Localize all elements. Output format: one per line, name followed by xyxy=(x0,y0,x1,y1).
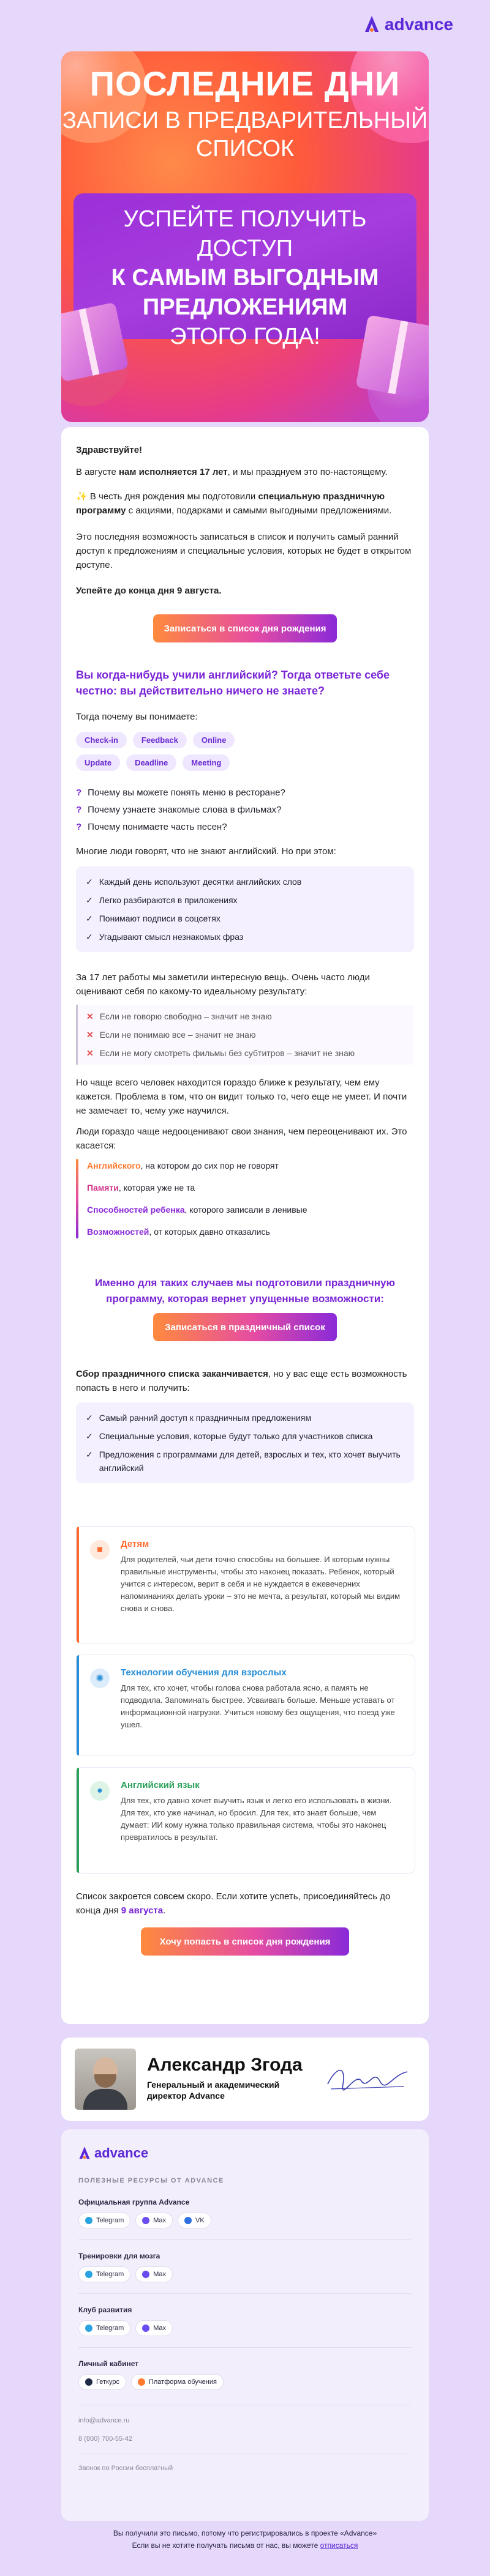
group-brain xyxy=(78,2252,409,2282)
question-lead: Тогда почему вы понимаете: xyxy=(76,712,198,722)
group-club xyxy=(78,2306,409,2336)
checks-box xyxy=(76,866,414,952)
vk-icon xyxy=(184,2217,192,2224)
noticed-text: За 17 лет работы мы заметили интересную вещь. Очень часто люди оценивают себя по какому-то идеальному результату: xyxy=(76,972,370,997)
hero-subtitle xyxy=(61,106,429,163)
feature-english xyxy=(76,1767,415,1874)
list-item: Способностей ребенка, которого записали в ленивые xyxy=(87,1205,307,1215)
list-item: ? Почему вы можете понять меню в ресторане? xyxy=(76,787,285,798)
telegram-icon xyxy=(85,2325,92,2332)
group-account xyxy=(78,2359,409,2390)
group-label: Клуб развития xyxy=(78,2306,132,2314)
intro-paragraph-1: В августе нам исполняется 17 лет, и мы празднуем это по-настоящему. xyxy=(76,467,388,477)
hero-panel-line-2: К САМЫМ ВЫГОДНЫМ xyxy=(111,265,379,291)
join-birthday-list-button[interactable]: Хочу попасть в список дня рождения xyxy=(141,1927,349,1956)
chip-online: Online xyxy=(193,732,235,748)
brain-icon: ✺ xyxy=(90,1669,110,1688)
max-link[interactable]: Max xyxy=(135,2320,173,2336)
brand-name: advance xyxy=(384,15,453,34)
director-photo xyxy=(75,2049,136,2110)
signature-card xyxy=(61,2038,429,2121)
list-item: Возможностей, от которых давно отказались xyxy=(87,1227,270,1237)
list-item: ✓ Угадывают смысл незнакомых фраз xyxy=(86,932,244,942)
unsubscribe-line-2: Если вы не хотите получать письма от нас, вы можете отписаться xyxy=(132,2541,358,2550)
collection-text: Сбор праздничного списка заканчивается, но у вас еще есть возможность попасть в него и получить: xyxy=(76,1369,407,1393)
feature-text: Для тех, кто давно хочет выучить язык и легко его использовать в жизни. Для тех, кто уже начинал, но бросил. Для тех, кто знает больше, чем думает: ИИ кому нужна только правильная система, чтобы это наконец превратилось в результат. xyxy=(121,1796,392,1842)
brand-logo[interactable] xyxy=(364,15,453,34)
director-name: Александр Згода xyxy=(147,2055,303,2075)
max-icon xyxy=(142,2271,149,2278)
list-item: ✓ Предложения с программами для детей, взрослых и тех, кто хочет выучить английский xyxy=(86,1450,401,1473)
telegram-link[interactable]: Telegram xyxy=(78,2213,130,2228)
getcourse-link[interactable]: Геткурс xyxy=(78,2374,126,2390)
platform-icon xyxy=(138,2378,145,2386)
reality-text: Но чаще всего человек находится гораздо ближе к результату, чем ему кажется. Проблема в том, что он видит только то, чего еще не умеет. И почти не замечает то, чему уже научился. xyxy=(76,1078,407,1116)
footer-email[interactable]: info@advance.ru xyxy=(78,2417,130,2424)
feature-adults xyxy=(76,1655,415,1756)
intro-paragraph-3: Это последняя возможность записаться в список и получить самый ранний доступ к предложениям и специальные условия, которых не будет в открытом доступе. xyxy=(76,532,412,570)
list-item: ✓ Самый ранний доступ к праздничным предложениям xyxy=(86,1413,312,1423)
word-chips xyxy=(76,732,278,771)
footer-brand-name: advance xyxy=(94,2145,149,2161)
hero-subtitle-line-2: СПИСОК xyxy=(195,136,295,162)
chip-update: Update xyxy=(76,754,120,771)
footer-tollfree: Звонок по России бесплатный xyxy=(78,2465,173,2472)
list-item: Английского, на котором до сих пор не говорят xyxy=(87,1161,279,1171)
hero-subtitle-line-1: ЗАПИСИ В ПРЕДВАРИТЕЛЬНЫЙ xyxy=(62,108,428,133)
telegram-icon xyxy=(85,2271,92,2278)
hero-panel-line-3: ПРЕДЛОЖЕНИЯМ xyxy=(142,294,348,320)
footer-logo[interactable] xyxy=(78,2145,148,2161)
benefits-box xyxy=(76,1402,414,1483)
chip-check-in: Check-in xyxy=(76,732,127,748)
chip-feedback: Feedback xyxy=(133,732,187,748)
footer-phone[interactable]: 8 (800) 700-55-42 xyxy=(78,2435,133,2443)
unsubscribe-note xyxy=(0,2527,490,2552)
list-item: ✕ Если не могу смотреть фильмы без субтитров – значит не знаю xyxy=(86,1048,355,1058)
hero-panel-line-4: ЭТОГО ГОДА! xyxy=(170,324,320,349)
footer-card xyxy=(61,2129,429,2521)
group-label: Личный кабинет xyxy=(78,2359,139,2368)
group-official xyxy=(78,2198,409,2228)
hero-title: ПОСЛЕДНИЕ ДНИ xyxy=(89,64,401,103)
telegram-icon xyxy=(85,2217,92,2224)
unsubscribe-line-1: Вы получили это письмо, потому что регистрировались в проекте «Advance» xyxy=(113,2529,377,2537)
list-item: ✓ Понимают подписи в соцсетях xyxy=(86,914,221,923)
chat-icon: ● xyxy=(90,1781,110,1801)
group-label: Официальная группа Advance xyxy=(78,2198,190,2206)
feature-text: Для родителей, чьи дети точно способны на большее. И которым нужны правильные инструменты, чтобы это наконец показать. Ребенок, который учится с интересом, верит в себя и не нуждается в ежевечерних напоминаниях делать уроки – это не мечта, а результат, который мы видим снова и снова. xyxy=(121,1555,401,1613)
resources-caption: ПОЛЕЗНЫЕ РЕСУРСЫ ОТ ADVANCE xyxy=(78,2177,224,2184)
feature-text: Для тех, кто хочет, чтобы голова снова работала ясно, а память не подводила. Запоминать быстрее. Усваивать больше. Меньше уставать от информационной нагрузки. Учиться новому без ощущения, что поезд уже ушел. xyxy=(121,1683,395,1729)
chip-meeting: Meeting xyxy=(183,754,230,771)
main-card xyxy=(61,427,429,2024)
greeting: Здравствуйте! xyxy=(76,445,143,455)
telegram-link[interactable]: Telegram xyxy=(78,2266,130,2282)
list-item: ✓ Специальные условия, которые будут только для участников списка xyxy=(86,1431,373,1441)
feature-title: Технологии обучения для взрослых xyxy=(121,1667,287,1678)
chip-deadline: Deadline xyxy=(126,754,176,771)
max-link[interactable]: Max xyxy=(135,2213,173,2228)
max-icon xyxy=(142,2217,149,2224)
getcourse-icon xyxy=(85,2378,92,2386)
telegram-link[interactable]: Telegram xyxy=(78,2320,130,2336)
max-link[interactable]: Max xyxy=(135,2266,173,2282)
max-icon xyxy=(142,2325,149,2332)
underestimate-list xyxy=(76,1159,405,1238)
feature-kids xyxy=(76,1526,415,1644)
feature-title: Английский язык xyxy=(121,1780,200,1790)
list-item: ✓ Каждый день используют десятки английских слов xyxy=(86,877,302,887)
list-item: ? Почему понимаете часть песен? xyxy=(76,822,227,832)
list-item: ? Почему узнаете знакомые слова в фильмах? xyxy=(76,805,282,815)
platform-link[interactable]: Платформа обучения xyxy=(131,2374,224,2390)
feature-title: Детям xyxy=(121,1539,149,1549)
closing-text: Список закроется совсем скоро. Если хотите успеть, присоединяйтесь до конца дня 9 августа. xyxy=(76,1891,391,1916)
list-item: ✓ Легко разбираются в приложениях xyxy=(86,895,238,905)
group-label: Тренировки для мозга xyxy=(78,2252,160,2260)
hero-panel-line-1: УСПЕЙТЕ ПОЛУЧИТЬ ДОСТУП xyxy=(123,206,367,261)
question-title: Вы когда-нибудь учили английский? Тогда ответьте себе честно: вы действительно ничего не знаете? xyxy=(76,669,390,697)
advance-logo-icon xyxy=(78,2146,91,2161)
hero-panel xyxy=(74,193,417,349)
list-item: Памяти, которая уже не та xyxy=(87,1183,195,1193)
list-item: ✕ Если не говорю свободно – значит не знаю xyxy=(86,1011,272,1021)
advance-logo-icon xyxy=(364,15,380,34)
holiday-list-button[interactable]: Записаться в праздничный список xyxy=(153,1313,337,1341)
list-item: ✕ Если не понимаю все – значит не знаю xyxy=(86,1030,256,1040)
question-list xyxy=(76,784,414,836)
underestimate-text: Люди гораздо чаще недооценивают свои знания, чем переоценивают их. Это касается: xyxy=(76,1126,407,1151)
handwritten-signature xyxy=(325,2060,410,2096)
program-title: Именно для таких случаев мы подготовили праздничную программу, которая вернет упущенные возможности: xyxy=(94,1277,396,1305)
crosses-box xyxy=(76,1005,413,1065)
many-say-text: Многие люди говорят, что не знают английский. Но при этом: xyxy=(76,846,336,857)
deadline-text: Успейте до конца дня 9 августа. xyxy=(76,586,222,596)
gift-box-right xyxy=(355,315,429,400)
unsubscribe-link[interactable]: отписаться xyxy=(320,2541,358,2550)
vk-link[interactable]: VK xyxy=(178,2213,211,2228)
birthday-list-button[interactable]: Записаться в список дня рождения xyxy=(153,614,337,642)
intro-paragraph-2: ✨ В честь дня рождения мы подготовили специальную праздничную программу с акциями, подарками и самыми выгодными предложениями. xyxy=(76,491,392,516)
director-role: Генеральный и академический директор Advance xyxy=(147,2080,280,2101)
hero-banner xyxy=(61,51,429,422)
gift-icon: ■ xyxy=(90,1540,110,1560)
